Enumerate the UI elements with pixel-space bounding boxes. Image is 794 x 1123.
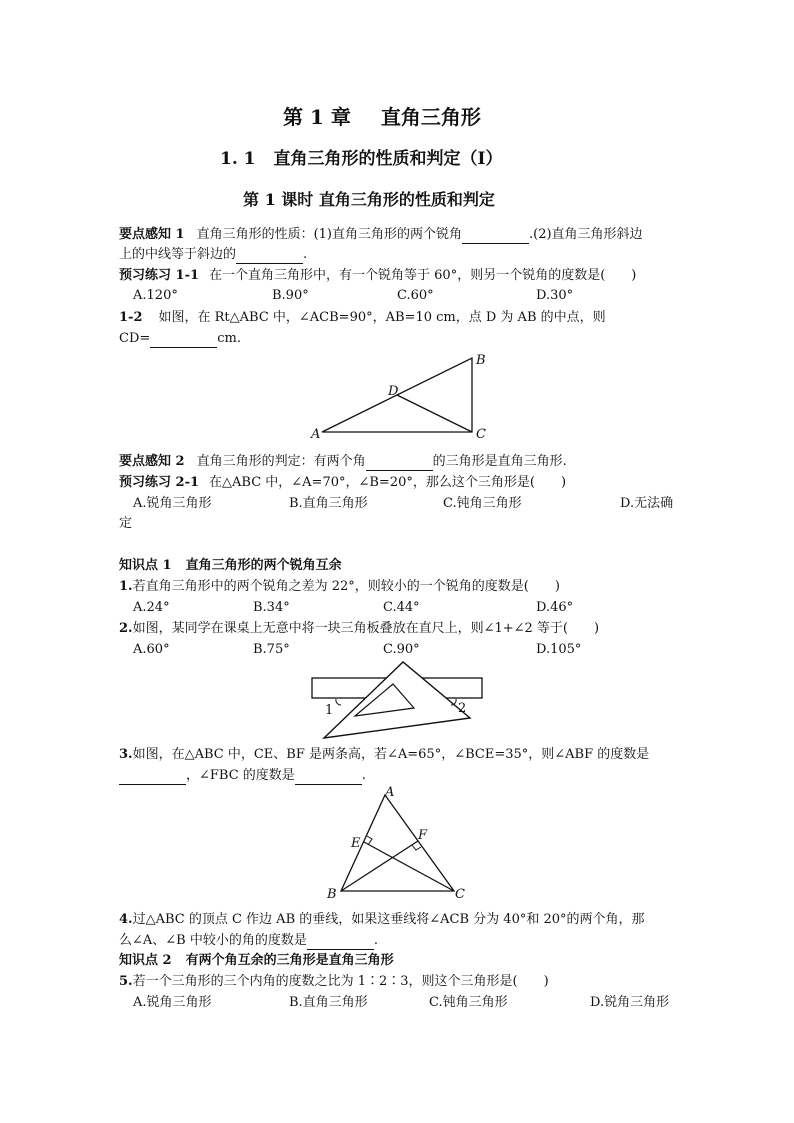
key-point-2 bbox=[119, 453, 567, 471]
label-b: B bbox=[327, 887, 337, 902]
practice-2-1 bbox=[119, 474, 566, 492]
exercise-3-line2 bbox=[119, 767, 366, 785]
option-d[interactable]: D.锐角三角形 bbox=[590, 995, 670, 1010]
practice-1-2-text: 如图，在 Rt△ABC 中，∠ACB=90°，AB=10 cm，点 D 为 AB 的中点，则 bbox=[158, 310, 606, 325]
answer-blank[interactable] bbox=[307, 935, 374, 950]
exercise-3-text-cont: ，∠FBC 的度数是 bbox=[186, 768, 295, 783]
exercise-4-line2 bbox=[119, 932, 378, 950]
key-point-1-tag: 要点感知 1 bbox=[119, 227, 185, 242]
option-d[interactable]: D.46° bbox=[536, 600, 574, 615]
option-b[interactable]: B.直角三角形 bbox=[289, 995, 368, 1010]
exercise-3 bbox=[119, 746, 649, 764]
label-f: F bbox=[418, 828, 428, 843]
exercise-1 bbox=[119, 578, 560, 596]
label-a: A bbox=[385, 785, 395, 800]
unit: cm. bbox=[217, 331, 242, 346]
section-title bbox=[220, 148, 502, 170]
label-d: D bbox=[388, 384, 399, 399]
right-angle-mark-f bbox=[412, 845, 421, 850]
knowledge-point-1-title: 直角三角形的两个锐角互余 bbox=[185, 558, 342, 573]
practice-2-1-tag: 预习练习 2-1 bbox=[119, 475, 200, 490]
option-a[interactable]: A.60° bbox=[133, 642, 170, 657]
option-b[interactable]: B.75° bbox=[253, 642, 290, 657]
option-a[interactable]: A.120° bbox=[133, 288, 178, 303]
cd-label: CD= bbox=[119, 331, 151, 346]
exercise-number: 2. bbox=[119, 621, 133, 636]
key-point-1-text-line2: 上的中线等于斜边的 bbox=[119, 247, 237, 262]
chapter-name: 直角三角形 bbox=[380, 105, 481, 129]
key-point-1-text-cont: .(2)直角三角形斜边 bbox=[529, 227, 643, 242]
option-c[interactable]: C.钝角三角形 bbox=[429, 995, 508, 1010]
answer-blank[interactable] bbox=[295, 770, 362, 785]
key-point-1-line2 bbox=[119, 246, 307, 264]
exercise-4-text-cont: 么∠A、∠B 中较小的角的度数是 bbox=[119, 933, 307, 948]
exercise-2-text: 如图，某同学在课桌上无意中将一块三角板叠放在直尺上，则∠1+∠2 等于( ) bbox=[132, 621, 600, 636]
option-a[interactable]: A.24° bbox=[133, 600, 170, 615]
angle-1-arc bbox=[336, 699, 341, 705]
exercise-number: 1. bbox=[119, 579, 133, 594]
label-e: E bbox=[351, 836, 361, 851]
exercise-4-text: 过△ABC 的顶点 C 作边 AB 的垂线，如果这垂线将∠ACB 分为 40°和 20°的两个角，那 bbox=[132, 912, 645, 927]
practice-2-1-text: 在△ABC 中，∠A=70°，∠B=20°，那么这个三角形是( ) bbox=[209, 475, 567, 490]
answer-blank[interactable] bbox=[462, 229, 529, 244]
option-d[interactable]: D.105° bbox=[536, 642, 582, 657]
key-point-1-line1 bbox=[119, 226, 643, 244]
punct: . bbox=[303, 247, 308, 262]
median-cd bbox=[397, 395, 472, 432]
exercise-5-text: 若一个三角形的三个内角的度数之比为 1∶2∶3，则这个三角形是( ) bbox=[132, 974, 549, 989]
key-point-1-text: 直角三角形的性质：(1)直角三角形的两个锐角 bbox=[196, 227, 462, 242]
figure-altitudes bbox=[322, 784, 472, 906]
exercise-5 bbox=[119, 973, 549, 991]
option-c[interactable]: C.钝角三角形 bbox=[443, 496, 522, 511]
option-b[interactable]: B.34° bbox=[253, 600, 290, 615]
exercise-number: 3. bbox=[119, 747, 133, 762]
exercise-1-text: 若直角三角形中的两个锐角之差为 22°，则较小的一个锐角的度数是( ) bbox=[132, 579, 560, 594]
angle-1-label: 1 bbox=[325, 703, 334, 718]
knowledge-point-2-title: 有两个角互余的三角形是直角三角形 bbox=[185, 953, 394, 968]
option-a[interactable]: A.锐角三角形 bbox=[133, 496, 212, 511]
label-c: C bbox=[476, 427, 486, 442]
chapter-number: 第 1 章 bbox=[283, 105, 351, 129]
knowledge-point-1-tag: 知识点 1 bbox=[119, 558, 172, 573]
key-point-2-text-cont: 的三角形是直角三角形. bbox=[432, 454, 567, 469]
practice-1-1-text: 在一个直角三角形中，有一个锐角等于 60°，则另一个锐角的度数是( ) bbox=[209, 268, 637, 283]
option-d[interactable]: D.30° bbox=[536, 288, 574, 303]
option-b[interactable]: B.直角三角形 bbox=[289, 496, 368, 511]
answer-blank[interactable] bbox=[150, 333, 217, 348]
practice-1-2 bbox=[119, 309, 606, 327]
label-a: A bbox=[311, 427, 321, 442]
punct: . bbox=[373, 933, 378, 948]
knowledge-point-2 bbox=[119, 952, 394, 970]
label-b: B bbox=[476, 353, 486, 368]
option-d[interactable]: D.无法确 bbox=[620, 496, 674, 511]
option-a[interactable]: A.锐角三角形 bbox=[133, 995, 212, 1010]
figure-ruler-triangle bbox=[308, 660, 488, 742]
exercise-3-text: 如图，在△ABC 中，CE、BF 是两条高，若∠A=65°，∠BCE=35°，则∠ABF 的度数是 bbox=[132, 747, 650, 762]
punct: . bbox=[361, 768, 366, 783]
altitude-ce bbox=[364, 842, 454, 891]
practice-1-2-tag: 1-2 bbox=[119, 310, 143, 325]
chapter-title bbox=[283, 104, 481, 130]
exercise-number: 4. bbox=[119, 912, 133, 927]
option-c[interactable]: C.44° bbox=[383, 600, 420, 615]
label-c: C bbox=[455, 887, 465, 902]
answer-blank[interactable] bbox=[119, 770, 186, 785]
section-name: 直角三角形的性质和判定（Ⅰ） bbox=[273, 149, 503, 169]
exercise-2 bbox=[119, 620, 599, 638]
knowledge-point-1 bbox=[119, 557, 342, 575]
figure-right-triangle bbox=[305, 350, 495, 442]
option-d-wrap: 定 bbox=[119, 516, 133, 531]
angle-2-label: 2 bbox=[458, 701, 467, 716]
exercise-number: 5. bbox=[119, 974, 133, 989]
exercise-4 bbox=[119, 911, 645, 929]
practice-1-1-tag: 预习练习 1-1 bbox=[119, 268, 200, 283]
section-number: 1. 1 bbox=[220, 149, 256, 169]
option-c[interactable]: C.60° bbox=[397, 288, 434, 303]
knowledge-point-2-tag: 知识点 2 bbox=[119, 953, 172, 968]
key-point-2-tag: 要点感知 2 bbox=[119, 454, 185, 469]
option-b[interactable]: B.90° bbox=[272, 288, 309, 303]
option-c[interactable]: C.90° bbox=[383, 642, 420, 657]
key-point-2-text: 直角三角形的判定：有两个角 bbox=[196, 454, 366, 469]
answer-blank[interactable] bbox=[236, 249, 303, 264]
lesson-title: 第 1 课时 直角三角形的性质和判定 bbox=[243, 190, 495, 209]
practice-1-1 bbox=[119, 267, 636, 285]
practice-1-2-line2 bbox=[119, 330, 241, 348]
answer-blank[interactable] bbox=[366, 456, 433, 471]
